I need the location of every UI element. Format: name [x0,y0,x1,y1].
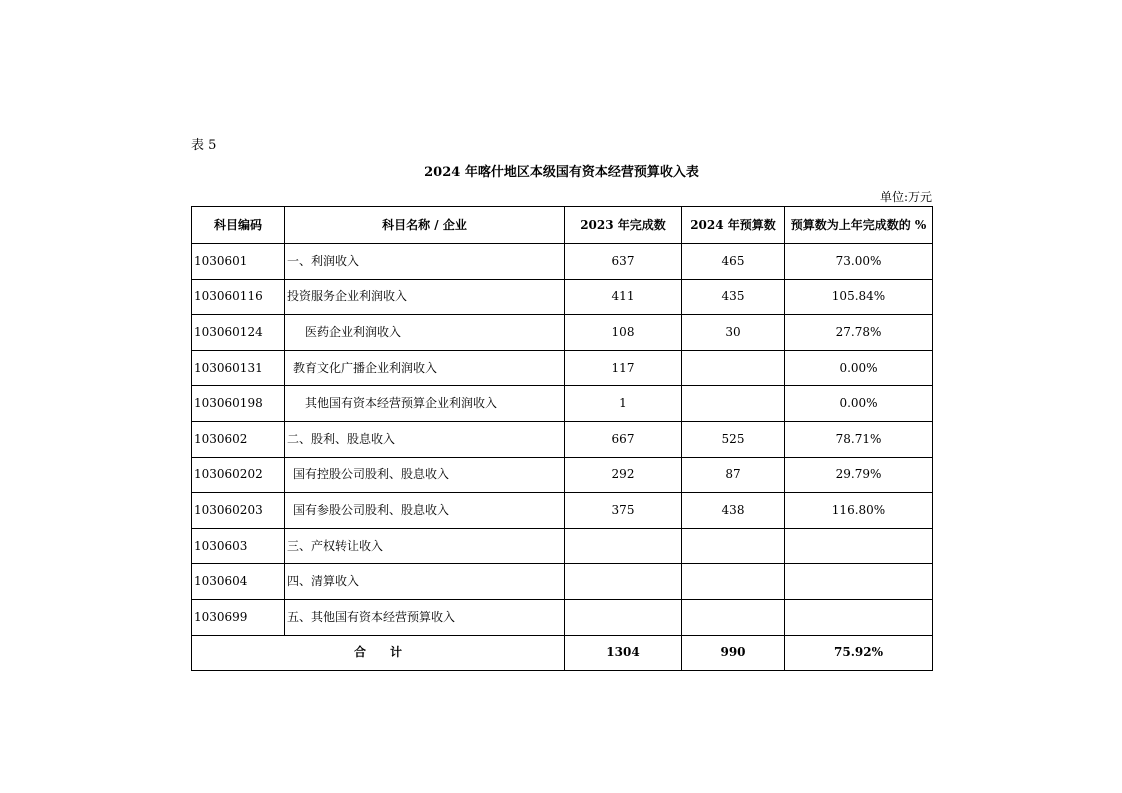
total-ratio: 75.92% [785,635,933,671]
document-title: 2024 年喀什地区本级国有资本经营预算收入表 [424,165,699,180]
row-code: 1030601 [192,244,285,280]
row-code: 1030603 [192,528,285,564]
row-ratio: 27.78% [785,315,933,351]
header-2023-actual: 2023 年完成数 [565,207,682,244]
row-ratio: 0.00% [785,350,933,386]
row-2023: 411 [565,279,682,315]
table-row [192,457,933,493]
row-name: 医药企业利润收入 [285,315,565,351]
row-ratio: 78.71% [785,421,933,457]
row-2023 [565,599,682,635]
header-name: 科目名称 / 企业 [285,207,565,244]
table-row [192,421,933,457]
row-ratio: 105.84% [785,279,933,315]
table-row [192,599,933,635]
row-2024: 87 [682,457,785,493]
table-row [192,386,933,422]
row-2024: 30 [682,315,785,351]
row-name: 国有控股公司股利、股息收入 [285,457,565,493]
row-code: 103060198 [192,386,285,422]
row-2024 [682,599,785,635]
row-2023: 117 [565,350,682,386]
row-2023 [565,528,682,564]
table-row [192,350,933,386]
total-row [192,635,933,671]
row-2024 [682,528,785,564]
header-ratio: 预算数为上年完成数的 % [785,207,933,244]
row-2024 [682,564,785,600]
row-code: 103060203 [192,493,285,529]
row-ratio: 0.00% [785,386,933,422]
row-ratio [785,564,933,600]
row-ratio [785,599,933,635]
table-row [192,493,933,529]
row-name: 国有参股公司股利、股息收入 [285,493,565,529]
row-2023: 292 [565,457,682,493]
table-row [192,279,933,315]
header-2024-budget: 2024 年预算数 [682,207,785,244]
table-row [192,244,933,280]
row-2023: 667 [565,421,682,457]
row-name: 投资服务企业利润收入 [285,279,565,315]
row-code: 103060116 [192,279,285,315]
row-ratio [785,528,933,564]
row-2023: 1 [565,386,682,422]
row-ratio: 29.79% [785,457,933,493]
row-name: 二、股利、股息收入 [285,421,565,457]
row-code: 103060202 [192,457,285,493]
row-code: 103060124 [192,315,285,351]
row-name: 四、清算收入 [285,564,565,600]
row-name: 一、利润收入 [285,244,565,280]
row-code: 1030602 [192,421,285,457]
row-name: 其他国有资本经营预算企业利润收入 [285,386,565,422]
row-2024: 435 [682,279,785,315]
row-name: 三、产权转让收入 [285,528,565,564]
budget-revenue-table [191,206,933,671]
row-2024: 525 [682,421,785,457]
row-code: 1030699 [192,599,285,635]
table-row [192,528,933,564]
row-name: 教育文化广播企业利润收入 [285,350,565,386]
row-2023: 108 [565,315,682,351]
row-2023: 375 [565,493,682,529]
unit-label: 单位:万元 [879,190,932,204]
table-number-label: 表 5 [191,138,217,153]
total-label: 合 计 [192,635,565,671]
row-2024: 438 [682,493,785,529]
row-2023 [565,564,682,600]
row-code: 103060131 [192,350,285,386]
total-2024: 990 [682,635,785,671]
row-code: 1030604 [192,564,285,600]
row-ratio: 73.00% [785,244,933,280]
row-2024 [682,386,785,422]
row-2024: 465 [682,244,785,280]
row-2023: 637 [565,244,682,280]
row-name: 五、其他国有资本经营预算收入 [285,599,565,635]
table-row [192,564,933,600]
table-row [192,315,933,351]
row-ratio: 116.80% [785,493,933,529]
row-2024 [682,350,785,386]
table-header-row [192,207,933,244]
total-2023: 1304 [565,635,682,671]
header-code: 科目编码 [192,207,285,244]
